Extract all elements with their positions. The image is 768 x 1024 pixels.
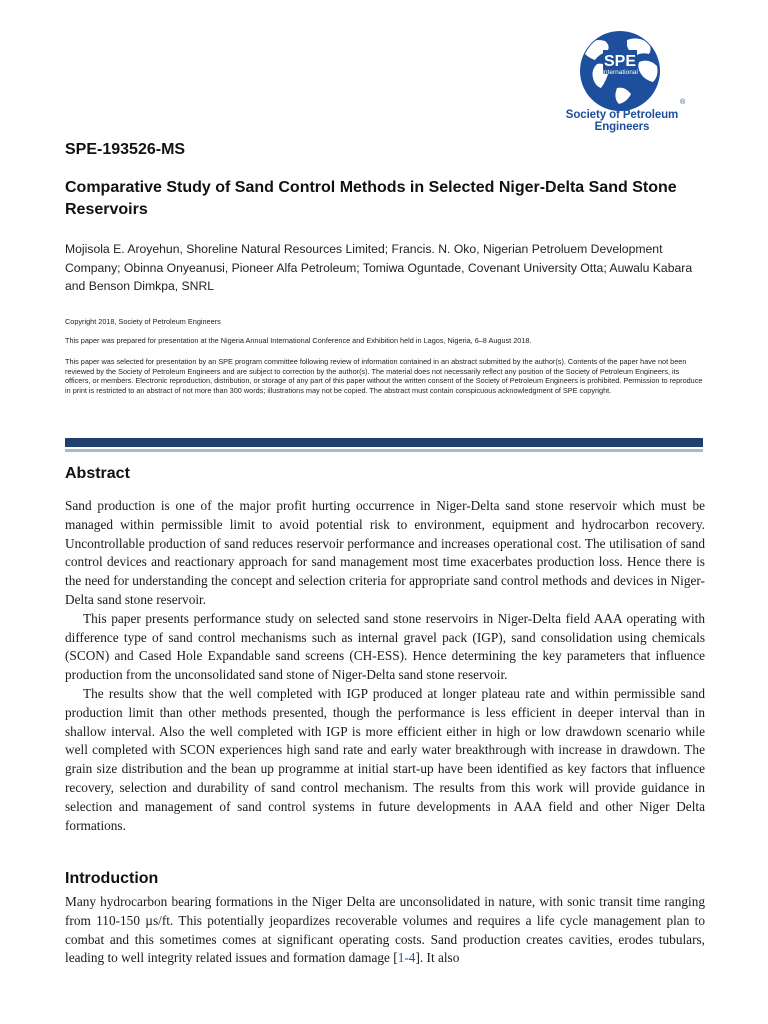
copyright-line: Copyright 2018, Society of Petroleum Engineers xyxy=(65,317,221,326)
header-rule-dark xyxy=(65,438,703,447)
abstract-body xyxy=(65,497,705,835)
presentation-note: This paper was prepared for presentation at the Nigeria Annual International Conference and Exhibition held in Lagos, Nigeria, 6–8 August 2018. xyxy=(65,336,532,345)
paper-id: SPE-193526-MS xyxy=(65,141,186,158)
header-rule-light xyxy=(65,449,703,452)
introduction-body xyxy=(65,893,705,968)
logo-international-text: International xyxy=(602,69,638,76)
intro-text-start: Many hydrocarbon bearing formations in the Niger Delta are unconsolidated in nature, with sonic transit time ranging from 110-150 µs/ft. This potentially jeopardizes recoverable volumes and requires a life cycle management plan to combat and this sometimes comes at significant operating costs. Sand production creates cavities, erodes tubulars, leading to well integrity related issues and formation damage [ xyxy=(65,894,705,966)
abstract-heading: Abstract xyxy=(65,465,130,482)
introduction-paragraph xyxy=(65,893,705,968)
registered-mark: ® xyxy=(680,99,686,106)
abstract-paragraph-1: Sand production is one of the major profit hurting occurrence in Niger-Delta sand stone reservoir which must be managed within permissible limit to avoid potential risk to environment, equipment and hydrocarbon recovery. Uncontrollable production of sand reduces reservoir performance and increases operational cost. The utilisation of sand control devices and reactionary approach for sand management most time exacerbates production loss. Hence there is the need for understanding the concept and selection criteria for appropriate sand control methods and devices in Niger-Delta sand stone reservoir. xyxy=(65,498,705,607)
introduction-heading: Introduction xyxy=(65,870,159,887)
selection-notice: This paper was selected for presentation by an SPE program committee following review of information contained in an abstract submitted by the author(s). Contents of the paper have not been reviewed by the Society of Petroleum Engineers and are subject to correction by the author(s). The material does not necessarily reflect any position of the Society of Petroleum Engineers, its officers, or members. Electronic reproduction, distribution, or storage of any part of this paper without the written consent of the Society of Petroleum Engineers is prohibited. Permission to reproduce in print is restricted to an abstract of not more than 300 words; illustrations may not be copied. The abstract must contain conspicuous acknowledgment of SPE copyright. xyxy=(65,357,703,396)
authors: Mojisola E. Aroyehun, Shoreline Natural Resources Limited; Francis. N. Oko, Nigerian Petroluem Development Company; Obinna Onyeanusi, Pioneer Alfa Petroleum; Tomiwa Oguntade, Covenant University Otta; Auwalu Kabara and Benson Dimkpa, SNRL xyxy=(65,242,693,293)
paper-title: Comparative Study of Sand Control Methods in Selected Niger-Delta Sand Stone Reservoirs xyxy=(65,179,677,218)
org-name: Society of Petroleum Engineers xyxy=(565,109,679,133)
citation-link[interactable]: 1-4 xyxy=(397,950,416,966)
logo-spe-text: SPE xyxy=(603,53,637,70)
abstract-paragraph-3: The results show that the well completed with IGP produced at longer plateau rate and within permissible sand production limit than other methods presented, though the performance is less efficient in deeper interval than in shallow interval. Also the well completed with IGP is more efficient either in high or low drawdown scenario while well completed with SCON experiences high sand rate and early water breakthrough with increase in drawdown. The grain size distribution and the bean up programme at initial start-up have been identified as key factors that influence recovery, selection and durability of sand control mechanism. The results from this work will provide guidance in selection and management of sand control systems in future developments in AAA field and other Niger Delta formations. xyxy=(65,685,705,833)
abstract-paragraph-2: This paper presents performance study on selected sand stone reservoirs in Niger-Delta field AAA operating with difference type of sand control mechanisms such as internal gravel pack (IGP), sand consolidation using chemicals (SCON) and Cased Hole Expandable sand screens (CH-ESS). Hence determining the key parameters that influence production from the unconsolidated sand stone of Niger-Delta sand stone reservoir. xyxy=(65,610,705,683)
intro-text-end: ]. It also xyxy=(415,950,460,966)
